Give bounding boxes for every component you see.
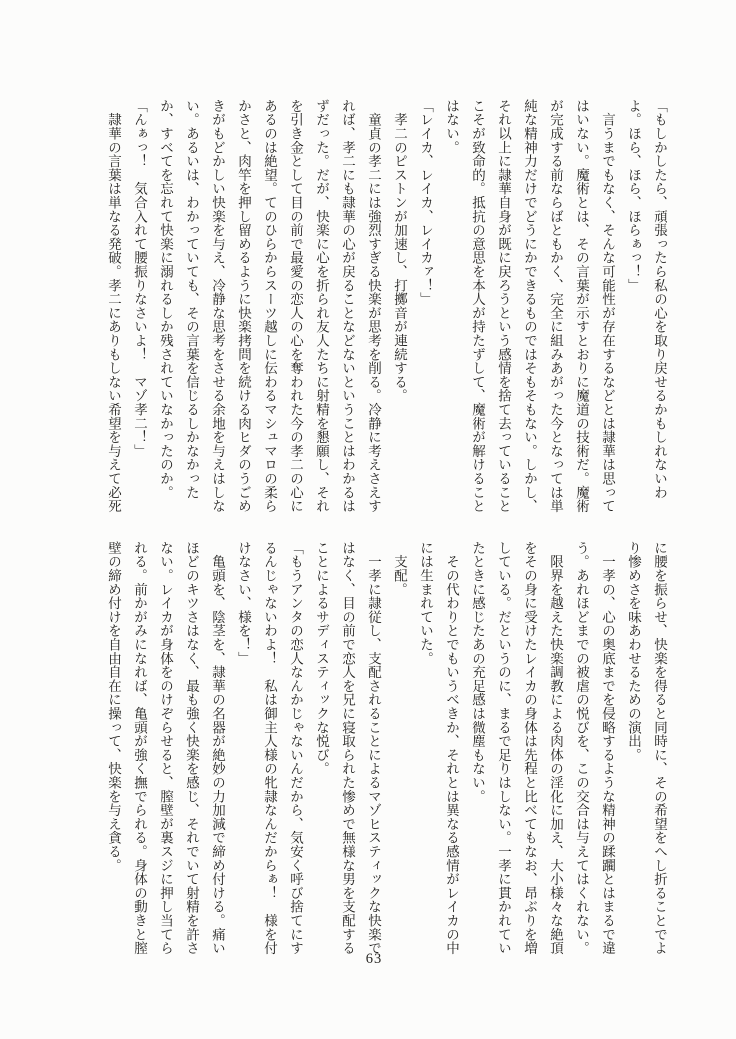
text-line: ことによるサディスティックな悦び。 — [314, 541, 329, 776]
text-line: ほどのキツさはなく、最も強く快楽を感じ、それでいて射精を許さ — [184, 541, 199, 955]
text-line: たときに感じたあの充足感は微塵もない。 — [470, 541, 485, 804]
text-line: り惨めさを味あわせるための演出。 — [626, 541, 641, 762]
text-line: こそが致命的。抵抗の意思を本人が持たずして、魔術が解けること — [470, 99, 485, 513]
lower-text-block — [98, 541, 672, 957]
text-line: るんじゃないわよ！ 私は御主人様の牝隷なんだからぁ！ 様を付 — [262, 541, 277, 955]
text-line: その代わりとでもいうべきか、それとは異なる感情がレイカの中 — [444, 541, 459, 955]
text-line: 純な精神力だけでどうにかできるものではそもそもない。しかし、 — [522, 99, 537, 513]
text-line: を引き金として目の前で最愛の恋人の心を奪われた今の孝二の心に — [288, 99, 303, 513]
text-line: かさと、肉竿を押し留めるように快楽拷問を続ける肉ヒダのうごめ — [236, 99, 251, 513]
page-number: 63 — [365, 951, 383, 967]
text-line: れば、孝二にも隷華の心が戻ることなどないということはわかるは — [340, 99, 355, 513]
text-line: 童貞の孝二には強烈すぎる快楽が思考を削る。冷静に考えさえす — [366, 99, 381, 513]
text-line: に腰を振らせ、快楽を得ると同時に、その希望をへし折ることでよ — [652, 541, 667, 955]
text-line: ずだった。だが、快楽に心を折られ友人たちに射精を懇願し、それ — [314, 99, 329, 513]
text-line: それ以上に隷華自身が既に戻ろうという感情を捨て去っていること — [496, 99, 511, 513]
text-line: い。あるいは、わかっていても、その言葉を信じるしかなかった — [184, 99, 199, 500]
text-line: 壁の締め付けを自由自在に操って、快楽を与え貪る。 — [106, 541, 121, 873]
text-line: 「もしかしたら、頑張ったら私の心を取り戻せるかもしれないわ — [652, 99, 667, 500]
text-line: をその身に受けたレイカの身体は先程と比べてもなお、昂ぶりを増 — [522, 541, 537, 955]
text-line: 隷華の言葉は単なる発破。孝二にありもしない希望を与えて必死 — [106, 99, 121, 513]
text-line: している。だというのに、まるで足りはしない。一孝に貫かれてい — [496, 541, 511, 955]
upper-text-block — [98, 99, 672, 515]
text-line: れる。前かがみになれば、亀頭が強く撫でられる。身体の動きと膣 — [132, 541, 147, 955]
text-line: 限界を越えた快楽調教による肉体の淫化に加え、大小様々な絶頂 — [548, 541, 563, 955]
text-line: 「レイカ、レイカ、レイカァ！」 — [418, 99, 433, 306]
text-line: よ。ほら、ほら、ほらぁっ！」 — [626, 99, 641, 293]
text-line: 一孝に隷従し、支配されることによるマゾヒスティックな快楽で — [366, 541, 381, 955]
text-line: はない。 — [444, 99, 459, 155]
text-line: あるのは絶望。てのひらからスーツ越しに伝わるマシュマロの柔ら — [262, 99, 277, 513]
text-line: 「もうアンタの恋人なんかじゃないんだから、気安く呼び捨てにす — [288, 541, 303, 955]
text-line: か、すべてを忘れて快楽に溺れるしか残されていなかったのか。 — [158, 99, 173, 500]
text-line: 「んぁっ！ 気合入れて腰振りなさいよ！ マゾ孝二！」 — [132, 99, 147, 458]
text-line: 亀頭を、陰茎を、隷華の名器が絶妙の力加減で締め付ける。痛い — [210, 541, 225, 955]
text-line: う。あれほどまでの被虐の悦びを、この交合は与えてはくれない。 — [574, 541, 589, 955]
text-line: が完成する前ならばともかく、完全に組みあがった今となっては単 — [548, 99, 563, 513]
text-line: 孝二のピストンが加速し、打擲音が連続する。 — [392, 99, 407, 403]
text-line: 言うまでもなく、そんな可能性が存在するなどとは隷華は思って — [600, 99, 615, 513]
text-line: はなく、目の前で恋人を兄に寝取られた惨めで無様な男を支配する — [340, 541, 355, 955]
text-line: 一孝の、心の奥底までを侵略するような精神の蹂躙とはまるで違 — [600, 541, 615, 955]
text-line: はいない。魔術とは、その言葉が示すとおりに魔道の技術だ。魔術 — [574, 99, 589, 513]
text-line: けなさい、様を！」 — [236, 541, 251, 666]
text-line: きがもどかしい快楽を与え、冷静な思考をさせる余地を与えはしな — [210, 99, 225, 513]
text-line: 支配。 — [392, 541, 407, 597]
text-line: には生まれていた。 — [418, 541, 433, 666]
text-line: ない。レイカが身体をのけぞらせると、膣壁が裏スジに押し当てら — [158, 541, 173, 955]
